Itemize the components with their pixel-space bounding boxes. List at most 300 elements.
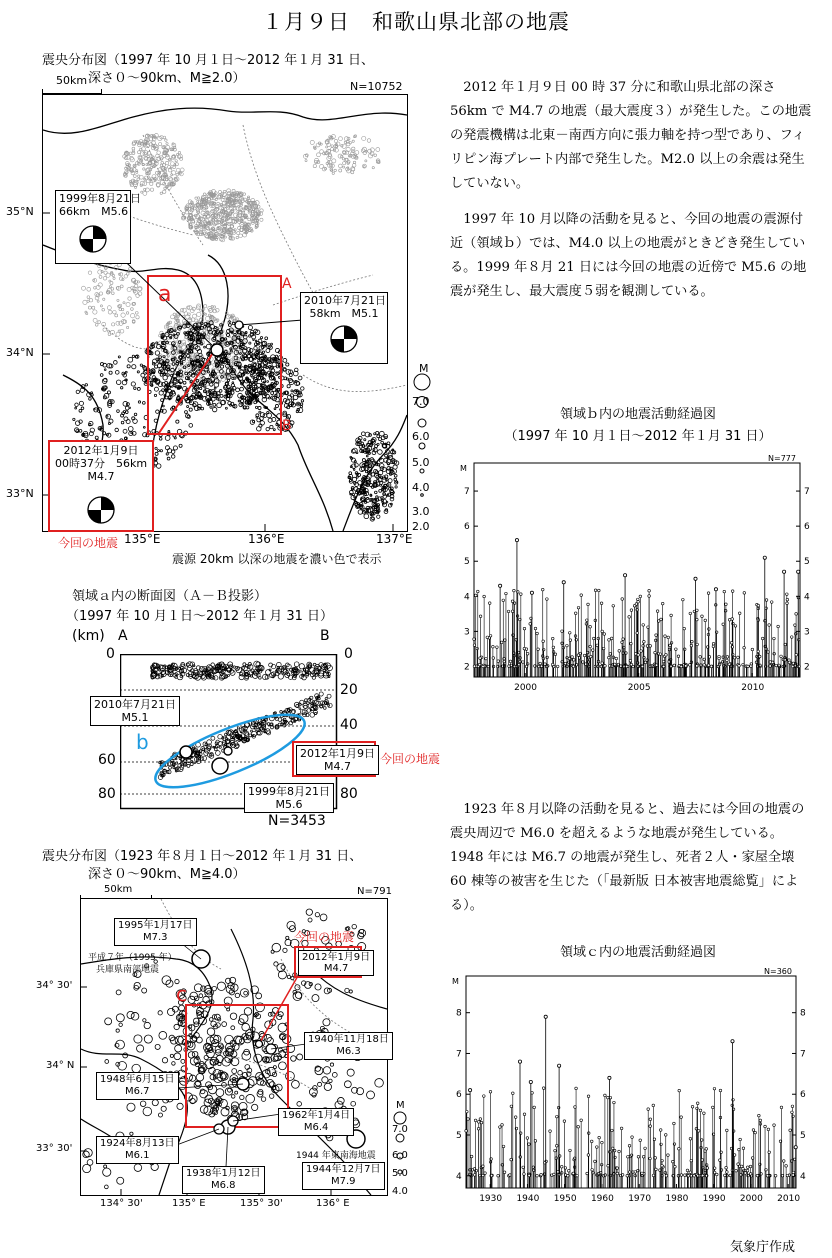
chart-b-point (670, 641, 673, 644)
chart-b-point (507, 610, 510, 613)
map1-deep-dot (108, 422, 110, 424)
map1-deep-dot (154, 458, 156, 460)
map1-shallow-dot (182, 308, 186, 312)
chart-b-point (765, 648, 768, 651)
map1-deep-dot (258, 406, 261, 409)
map1-deep-dot (364, 514, 369, 519)
section-1999-mag: M5.6 (275, 798, 303, 811)
map1-shallow-dot (176, 173, 178, 175)
chart-b-point (621, 598, 624, 601)
section-label-b: B (320, 628, 330, 644)
map2-dot (246, 1094, 255, 1103)
map1-deep-dot (220, 394, 223, 397)
map1-deep-dot (209, 394, 211, 396)
chart-c-xtick: 1970 (628, 1194, 652, 1204)
map1-shallow-dot (166, 326, 168, 328)
chart-b-point (505, 592, 508, 595)
map1-deep-dot (79, 401, 83, 405)
map1-deep-dot (178, 379, 182, 383)
map1-deep-dot (107, 391, 110, 394)
map1-deep-dot (132, 355, 134, 357)
chart-b-point (597, 637, 600, 640)
chart-b-point (642, 624, 645, 627)
map1-deep-dot (163, 356, 165, 358)
map1-deep-dot (209, 374, 211, 376)
chart-b-point (523, 627, 526, 630)
chart-b-point (726, 656, 729, 659)
map1-2010-date: 2010年7月21日 (304, 294, 386, 307)
map1-deep-dot (121, 421, 124, 424)
map1-deep-dot (185, 411, 188, 414)
map1-deep-dot (120, 387, 122, 389)
map1-shallow-dot (316, 153, 320, 157)
map1-deep-dot (124, 417, 128, 421)
map2-1938-mag: M6.8 (211, 1180, 236, 1191)
map1-deep-dot (109, 371, 112, 374)
chart-b-point (604, 665, 607, 668)
map1-shallow-dot (182, 340, 186, 344)
chart-b-point (601, 630, 604, 633)
chart-b-point (773, 637, 776, 640)
chart-b-point (786, 602, 789, 605)
chart-b-title: 領域ｂ内の地震活動経過図 (559, 407, 716, 422)
chart-c-title: 領域ｃ内の地震活動経過図 (559, 945, 716, 960)
map1-deep-dot (212, 376, 214, 378)
chart-b-point (743, 646, 746, 649)
chart-b-point (628, 616, 631, 619)
map2-dot (330, 1063, 333, 1066)
chart-b-point (725, 603, 728, 606)
chart-b-point (522, 661, 525, 664)
map2-dot (292, 1080, 300, 1088)
map2-hyogo-note-1: 平成７年（1995 年） (88, 953, 177, 963)
map1-lon-135: 135°E (124, 532, 161, 546)
map1-deep-dot (366, 455, 368, 457)
chart-b-point (614, 663, 617, 666)
map1-deep-dot (154, 387, 158, 391)
map1-shallow-dot (102, 308, 105, 311)
map1-deep-dot (156, 410, 159, 413)
chart-c-point (673, 1143, 676, 1146)
chart-b-point (707, 592, 710, 595)
chart-b-point (585, 623, 588, 626)
chart-b-point (731, 618, 734, 621)
map1-deep-dot (259, 411, 261, 413)
map1-caption-2: 深さ０～90km、M≧2.0） (88, 71, 246, 86)
map2-dot (117, 1177, 124, 1184)
map1-deep-dot (199, 387, 201, 389)
chart-c-count: N=360 (764, 967, 792, 976)
map1-shallow-dot (126, 312, 128, 314)
map1-deep-dot (159, 438, 162, 441)
map2-dot (226, 985, 234, 993)
chart-c-point (554, 1149, 557, 1152)
chart-b-point (544, 663, 547, 666)
map1-deep-dot (212, 407, 216, 411)
chart-c-xtick: 1930 (479, 1194, 503, 1204)
map1-deep-dot (116, 380, 120, 384)
chart-b-point (598, 589, 601, 592)
chart-b-point (476, 590, 479, 593)
map1-shallow-dot (195, 319, 198, 322)
map1-lat-34: 34°N (6, 346, 34, 359)
map1-deep-dot (356, 452, 358, 454)
chart-b-point (788, 661, 791, 664)
map1-deep-dot (142, 401, 145, 404)
map1-lon-137: 137°E (376, 532, 413, 546)
map1-legend-40: 4.0 (412, 481, 430, 494)
chart-b-point (496, 646, 499, 649)
map2-lon-135: 135° E (172, 1198, 206, 1209)
section-callout-2010 (90, 696, 180, 726)
section-label-a: A (118, 628, 128, 644)
map1-2012-date: 2012年1月9日 (63, 444, 139, 457)
map2-callout-1995 (114, 918, 197, 946)
map1-deep-dot (225, 407, 227, 409)
chart-b-point (577, 654, 580, 657)
chart-b-point (696, 618, 699, 621)
chart-b-point (623, 574, 626, 577)
chart-c-point (569, 1149, 572, 1152)
map1-deep-dot (173, 446, 177, 450)
chart-b-point (479, 657, 482, 660)
chart-b-point (587, 603, 590, 606)
map1-deep-dot (79, 430, 82, 433)
chart-c-point (628, 1144, 631, 1147)
chart-b-point (721, 660, 724, 663)
chart-b-point (630, 609, 633, 612)
section-hypo-1999 (212, 758, 228, 774)
section-title: 領域ａ内の断面図（Ａ－Ｂ投影） (72, 589, 268, 604)
map1-2012-time: 00時37分 56km (54, 457, 148, 470)
chart-b-ytick-left: 5 (464, 557, 470, 568)
chart-b-point (640, 650, 643, 653)
chart-b-point (757, 650, 760, 653)
map1-shallow-dot (338, 164, 342, 168)
map2-legend-title: M (396, 1100, 405, 1111)
chart-b-point (782, 570, 785, 573)
chart-b-point (677, 655, 680, 658)
chart-c-xtick: 1940 (516, 1194, 540, 1204)
map2-dot (84, 1149, 92, 1157)
map1-deep-dot (374, 491, 377, 494)
chart-b-ytick-right: 6 (804, 522, 810, 533)
map1-deep-dot (204, 386, 206, 388)
map1-shallow-dot (119, 273, 122, 276)
map1-shallow-dot (313, 164, 316, 167)
map1-deep-dot (231, 366, 233, 368)
map2-dot (137, 1045, 144, 1052)
chart-b-ytick-right: 4 (804, 592, 810, 603)
chart-b-point (665, 654, 668, 657)
map1-deep-dot (274, 379, 276, 381)
map2-dot (143, 1019, 146, 1022)
section-1999-date: 1999年8月21日 (248, 785, 330, 798)
map2-dot (312, 995, 319, 1002)
map1-shallow-dot (166, 142, 168, 144)
chart-b-point (765, 599, 768, 602)
map1-shallow-dot (135, 312, 138, 315)
chart-b-ytick-left: 7 (464, 487, 470, 498)
map1-lat-33: 33°N (6, 487, 34, 500)
map2-dot (175, 1045, 182, 1052)
map1-shallow-dot (137, 178, 140, 181)
map1-shallow-dot (227, 189, 231, 193)
chart-b-point (586, 651, 589, 654)
chart-b-point (659, 653, 662, 656)
chart-b-point (574, 612, 577, 615)
chart-b-point (775, 664, 778, 667)
map1-deep-dot (297, 403, 299, 405)
chart-b-point (758, 655, 761, 658)
map1-deep-dot (226, 342, 228, 344)
chart-b-point (537, 648, 540, 651)
chart-b-point (482, 665, 485, 668)
map2-dot (332, 1072, 337, 1077)
map2-dot (329, 1079, 332, 1082)
map1-deep-dot (228, 379, 230, 381)
map1-shallow-dot (103, 328, 107, 332)
map2-leader-2012 (259, 974, 299, 1044)
chart-b-point (763, 556, 766, 559)
map1-shallow-dot (169, 178, 173, 182)
map1-deep-dot (128, 357, 133, 362)
map1-deep-dot (204, 346, 206, 348)
map1-deep-dot (220, 365, 223, 368)
map1-deep-dot (75, 407, 77, 409)
map1-shallow-dot (176, 168, 180, 172)
chart-c-point (575, 1087, 578, 1090)
map1-deep-dot (268, 391, 270, 393)
map2-dot (244, 991, 248, 995)
chart-b-point (730, 641, 733, 644)
map1-deep-dot (214, 327, 216, 329)
chart-b-point (738, 664, 741, 667)
map1-shallow-dot (224, 236, 226, 238)
map1-deep-dot (81, 407, 84, 410)
map1-deep-dot (123, 429, 127, 433)
map1-shallow-dot (305, 160, 307, 162)
map1-shallow-dot (193, 349, 197, 353)
chart-b-point (569, 639, 572, 642)
chart-b-xtick: 2010 (741, 683, 765, 693)
chart-b-point (661, 602, 664, 605)
map1-2010-info: 58km M5.1 (309, 307, 379, 320)
chart-b-point (513, 589, 516, 592)
chart-b-ytick-right: 3 (804, 627, 810, 638)
chart-b-point (714, 588, 717, 591)
map1-callout-2010 (300, 292, 388, 364)
map1-shallow-dot (143, 168, 145, 170)
map1-deep-dot (126, 420, 130, 424)
chart-b-svg (452, 455, 828, 700)
map2-dot (295, 985, 300, 990)
map2-dot (221, 1108, 229, 1116)
chart-b-point (743, 592, 746, 595)
map1-shallow-dot (320, 164, 324, 168)
map1-shallow-dot (352, 168, 355, 171)
map2-dot (204, 1055, 208, 1059)
map2-dot (283, 948, 287, 952)
chart-c-point (586, 1172, 589, 1175)
map1-deep-dot (168, 430, 170, 432)
map1-deep-dot (301, 387, 304, 390)
chart-b-point (669, 644, 672, 647)
map2-1948-date: 1948年6月15日 (100, 1074, 175, 1085)
chart-b-point (708, 628, 711, 631)
chart-b-ytick-left: 4 (464, 592, 470, 603)
map2-dot (140, 1101, 146, 1107)
map1-deep-dot (135, 356, 138, 359)
map1-deep-dot (75, 403, 78, 406)
map2-1940-mag: M6.3 (336, 1046, 361, 1057)
map1-shallow-dot (159, 143, 162, 146)
map2-1924-mag: M6.1 (125, 1150, 150, 1161)
chart-b-point (648, 595, 651, 598)
map2-dot (219, 1099, 223, 1103)
map2-dot (344, 1081, 351, 1088)
map1-shallow-dot (157, 151, 161, 155)
chart-b-point (757, 604, 760, 607)
map1-deep-dot (298, 408, 303, 413)
map1-shallow-dot (365, 160, 367, 162)
map1-deep-dot (217, 403, 222, 408)
map1-deep-dot (132, 365, 136, 369)
chart-c-point (590, 1140, 593, 1143)
chart-b-point (634, 653, 637, 656)
map1-point-a: A (282, 276, 292, 292)
map1-shallow-dot (160, 192, 162, 194)
map1-shallow-dot (182, 216, 185, 219)
map1-deep-dot (291, 390, 293, 392)
map1-deep-dot (131, 382, 135, 386)
map1-shallow-dot (88, 271, 92, 275)
map1-deep-dot (91, 392, 93, 394)
map2-dot (225, 1035, 234, 1044)
map2-dot (347, 1069, 354, 1076)
map1-shallow-dot (197, 312, 201, 316)
chart-b-point (478, 663, 481, 666)
map1-shallow-dot (104, 271, 107, 274)
map1-shallow-dot (334, 169, 337, 172)
map1-shallow-dot (131, 308, 134, 311)
section-depth-0: 0 (344, 646, 353, 662)
chart-b-point (568, 657, 571, 660)
map1-deep-dot (298, 376, 302, 380)
map2-caption-2: 深さ０～90km、M≧4.0） (88, 867, 246, 882)
map1-shallow-dot (128, 297, 131, 300)
map1-shallow-dot (332, 159, 336, 163)
map1-deep-dot (191, 347, 193, 349)
map2-dot (306, 909, 312, 915)
chart-b-point (636, 632, 639, 635)
map1-deep-dot (178, 395, 180, 397)
map2-lon-13430: 134° 30' (100, 1198, 143, 1209)
map1-deep-dot (241, 399, 244, 402)
map1-deep-dot (276, 366, 278, 368)
map1-shallow-dot (131, 171, 135, 175)
map1-shallow-dot (95, 323, 98, 326)
chart-b-xtick: 2000 (514, 683, 538, 693)
map2-dot (217, 982, 225, 990)
map2-dot (222, 1022, 227, 1027)
chart-b-point (707, 664, 710, 667)
map2-dot (103, 1168, 111, 1176)
chart-c-ytick-left: 6 (456, 1090, 462, 1101)
map2-lon-136: 136° E (316, 1198, 350, 1209)
text2-p1: 1923 年８月以降の活動を見ると、過去には今回の地震の震央周辺で M6.0 を超えるような地震が発生している。1948 年には M6.7 の地震が発生し、死者２人・家屋全壊 60 棟等の被害を生じた（「最新版 日本被害地震総覧」による）。 (450, 802, 805, 913)
map2-dot (207, 1028, 215, 1036)
map1-2012-mechanism-icon (86, 495, 116, 525)
map2-dot (127, 1103, 135, 1111)
chart-b-point (572, 665, 575, 668)
map2-dot (127, 1011, 134, 1018)
map1-shallow-dot (109, 286, 111, 288)
map1-shallow-dot (116, 321, 120, 325)
map1-deep-dot (134, 387, 136, 389)
chart-b-point (556, 665, 559, 668)
map1-shallow-dot (87, 287, 91, 291)
chart-b-point (540, 665, 543, 668)
map2-dot (199, 994, 203, 998)
map2-legend-70: 7.0 (392, 1124, 408, 1135)
map1-deep-dot (376, 496, 378, 498)
map2-1940-date: 1940年11月18日 (308, 1034, 389, 1045)
map1-deep-dot (173, 346, 177, 350)
map1-deep-dot (377, 435, 380, 438)
chart-b-point (636, 661, 639, 664)
chart-b-point (530, 591, 533, 594)
map1-deep-dot (176, 420, 179, 423)
map2-1995-mag: M7.3 (143, 932, 168, 943)
map1-deep-dot (356, 476, 358, 478)
chart-b-point (615, 657, 618, 660)
chart-c-ytick-right: 8 (800, 1008, 806, 1019)
map1-shallow-dot (165, 161, 168, 164)
chart-b-point (499, 584, 502, 587)
region-b-label: b (136, 730, 149, 754)
map1-shallow-dot (93, 318, 97, 322)
map2-dot (349, 990, 352, 993)
map2-dot (295, 992, 302, 999)
chart-b-point (509, 660, 512, 663)
chart-b-point (612, 604, 615, 607)
map2-dot (142, 988, 147, 993)
page-title: １月９日 和歌山県北部の地震 (262, 10, 570, 34)
map1-deep-dot (232, 382, 234, 384)
chart-b-point (747, 665, 750, 668)
map1-shallow-dot (107, 306, 111, 310)
map1-deep-dot (296, 402, 300, 406)
map2-dot (212, 986, 216, 990)
map1-deep-dot (275, 355, 277, 357)
map2-dot (177, 1103, 183, 1109)
map1-shallow-dot (226, 315, 230, 319)
map1-shallow-dot (351, 171, 354, 174)
map1-deep-dot (155, 452, 158, 455)
map1-deep-dot (101, 426, 103, 428)
chart-b-point (683, 648, 686, 651)
map2-dot (228, 1088, 232, 1092)
map1-deep-dot (265, 374, 267, 376)
map2-dot (151, 1163, 158, 1170)
map1-deep-dot (373, 448, 375, 450)
map1-count: N=10752 (350, 80, 403, 93)
map1-deep-dot (179, 370, 181, 372)
map1-shallow-dot (362, 136, 366, 140)
chart-b-point (673, 664, 676, 667)
chart-c-point (502, 1145, 505, 1148)
